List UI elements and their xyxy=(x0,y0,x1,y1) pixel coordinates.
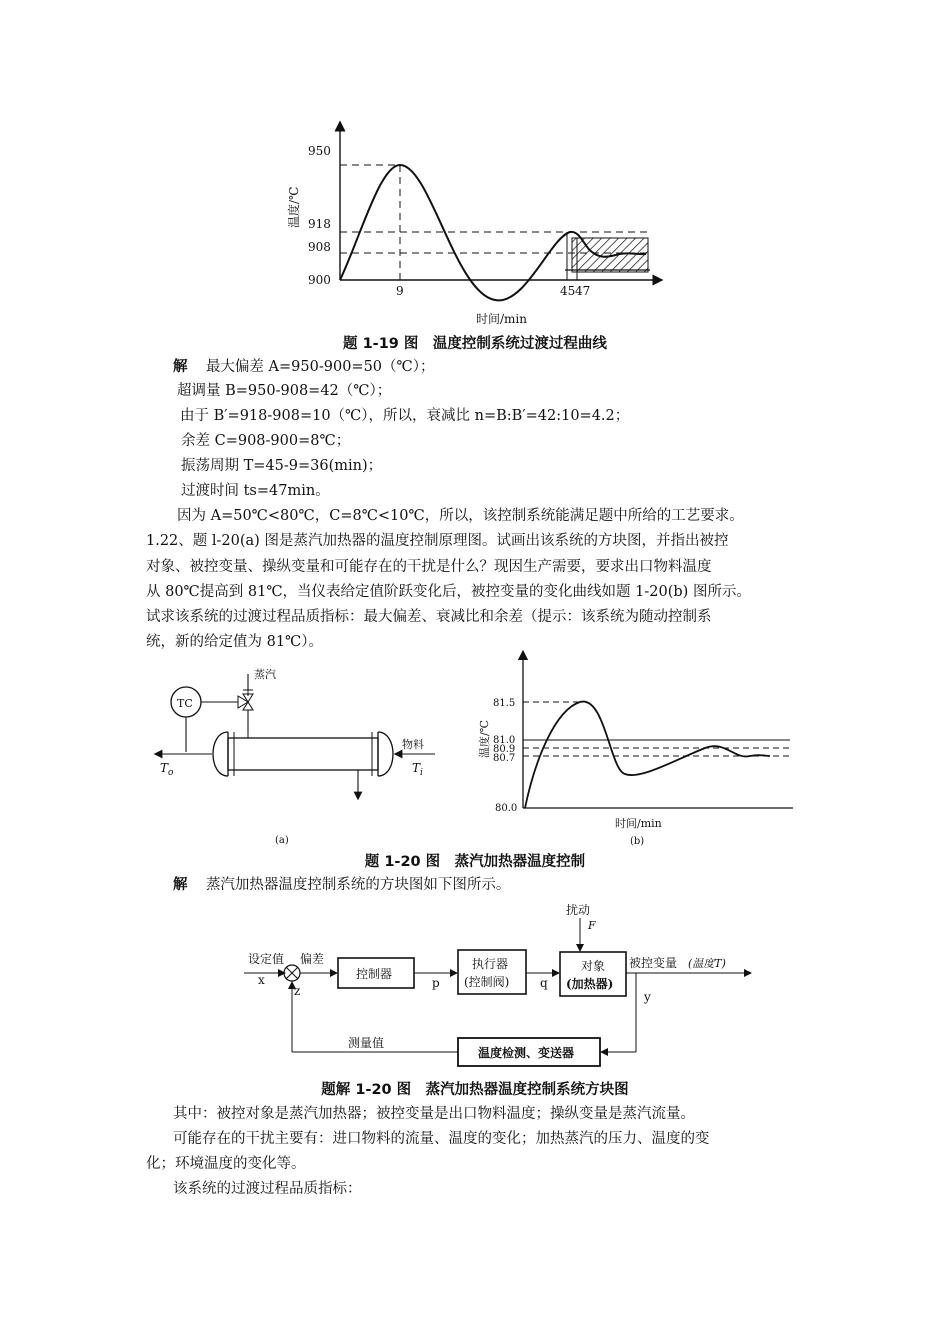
object-label: 对象 xyxy=(581,959,606,973)
outlet-temp-symbol: T xyxy=(160,761,169,775)
signal-p: p xyxy=(432,976,440,990)
question-122-line-4: 试求该系统的过渡过程品质指标：最大偏差、衰减比和余差（提示：该系统为随动控制系 xyxy=(146,609,712,625)
solution-lead: 解 xyxy=(173,877,188,893)
period-text: 振荡周期 T=45-9=36(min)； xyxy=(181,458,383,474)
y-axis-label: 温度/℃ xyxy=(478,719,491,758)
x-axis-label: 时间/min xyxy=(476,312,527,326)
figure-1-19-caption: 题 1-19 图 温度控制系统过渡过程曲线 xyxy=(343,336,607,352)
steam-label: 蒸汽 xyxy=(254,668,276,681)
figure-1-20-caption: 题 1-20 图 蒸汽加热器温度控制 xyxy=(364,854,586,870)
solution-19-line-1 xyxy=(173,357,435,377)
outlet-temp-sub: o xyxy=(168,768,174,778)
figure-1-20a-diagram xyxy=(150,660,440,850)
y-tick-80-7: 80.7 xyxy=(493,753,516,764)
solution-20-text: 蒸汽加热器温度控制系统的方块图如下图所示。 xyxy=(205,877,511,893)
actuator-sublabel: (控制阀) xyxy=(464,975,510,989)
y-tick-80-9: 80.9 xyxy=(493,744,516,755)
y-axis-label: 温度/℃ xyxy=(287,186,301,228)
figure-1-20b-chart xyxy=(475,650,805,850)
y-tick-81-5: 81.5 xyxy=(493,698,516,709)
question-122-line-2: 对象、被控变量、操纵变量和可能存在的干扰是什么？现因生产需要，要求出口物料温度 xyxy=(146,559,712,575)
solution-lead: 解 xyxy=(173,359,188,375)
object-sublabel: (加热器) xyxy=(566,977,614,991)
material-label: 物料 xyxy=(402,738,424,751)
output-y: y xyxy=(644,990,651,1004)
answer-object-variables: 其中：被控对象是蒸汽加热器；被控变量是出口物料温度；操纵变量是蒸汽流量。 xyxy=(173,1106,695,1122)
controller-label: 控制器 xyxy=(356,967,393,981)
settling-time-text: 过渡时间 ts=47min。 xyxy=(181,483,330,499)
y-tick-81-0: 81.0 xyxy=(493,735,516,746)
controlled-variable-label: 被控变量 xyxy=(629,956,678,970)
inlet-temp-label xyxy=(412,761,423,778)
decay-ratio-text: 由于 B′=918-908=10（℃），所以，衰减比 n=B:B′=42:10=4.2； xyxy=(180,408,630,424)
block-diagram xyxy=(240,898,760,1070)
y-tick-918: 918 xyxy=(308,217,331,231)
measured-value-label: 测量值 xyxy=(348,1036,385,1050)
x-axis-label: 时间/min xyxy=(615,817,662,830)
x-tick-47: 47 xyxy=(575,284,591,298)
signal-q: q xyxy=(540,976,548,990)
answer-disturbances-1: 可能存在的干扰主要有：进口物料的流量、温度的变化；加热蒸汽的压力、温度的变 xyxy=(173,1131,710,1147)
answer-quality-lead: 该系统的过渡过程品质指标： xyxy=(173,1181,362,1197)
residual-text: 余差 C=908-900=8℃； xyxy=(181,433,351,449)
setpoint-label: 设定值 xyxy=(248,952,285,966)
question-122-line-5: 统，新的给定值为 81℃）。 xyxy=(146,634,324,650)
inlet-temp-symbol: T xyxy=(412,761,421,775)
outlet-temp-label xyxy=(160,761,174,778)
overshoot-text: 超调量 B=950-908=42（℃）； xyxy=(177,383,392,399)
block-diagram-caption: 题解 1-20 图 蒸汽加热器温度控制系统方块图 xyxy=(321,1082,629,1098)
disturbance-label: 扰动 xyxy=(566,903,591,917)
subfigure-a-label: (a) xyxy=(275,835,289,846)
question-122-line-1: 1.22、题 l-20(a) 图是蒸汽加热器的温度控制原理图。试画出该系统的方块图，并指出被控 xyxy=(146,533,729,549)
y-tick-80-0: 80.0 xyxy=(495,803,518,814)
disturbance-symbol: F xyxy=(588,919,596,932)
temperature-label: (温度T) xyxy=(688,957,726,970)
y-tick-950: 950 xyxy=(308,144,331,158)
feedback-z: z xyxy=(294,984,301,998)
question-122-line-3: 从 80℃提高到 81℃，当仪表给定值阶跃变化后，被控变量的变化曲线如题 1-20(b) 图所示。 xyxy=(146,584,751,600)
y-tick-908: 908 xyxy=(308,240,331,254)
input-x: x xyxy=(258,973,265,987)
conclusion-text: 因为 A=50℃<80℃，C=8℃<10℃，所以，该控制系统能满足题中所给的工艺要求。 xyxy=(177,508,744,524)
solution-20-intro xyxy=(173,875,510,895)
x-tick-45: 45 xyxy=(560,284,576,298)
answer-disturbances-2: 化；环境温度的变化等。 xyxy=(146,1156,306,1172)
tc-label: TC xyxy=(177,697,193,710)
y-tick-900: 900 xyxy=(308,273,331,287)
sensor-label: 温度检测、变送器 xyxy=(478,1046,575,1060)
heat-exchanger-shell xyxy=(228,738,378,770)
x-tick-9: 9 xyxy=(396,284,404,298)
actuator-label: 执行器 xyxy=(472,957,509,971)
error-label: 偏差 xyxy=(300,952,325,966)
subfigure-b-label: (b) xyxy=(630,836,645,847)
inlet-temp-sub: i xyxy=(420,768,423,778)
max-deviation-text: 最大偏差 A=950-900=50（℃）； xyxy=(205,359,435,375)
figure-1-19-chart xyxy=(280,118,680,330)
